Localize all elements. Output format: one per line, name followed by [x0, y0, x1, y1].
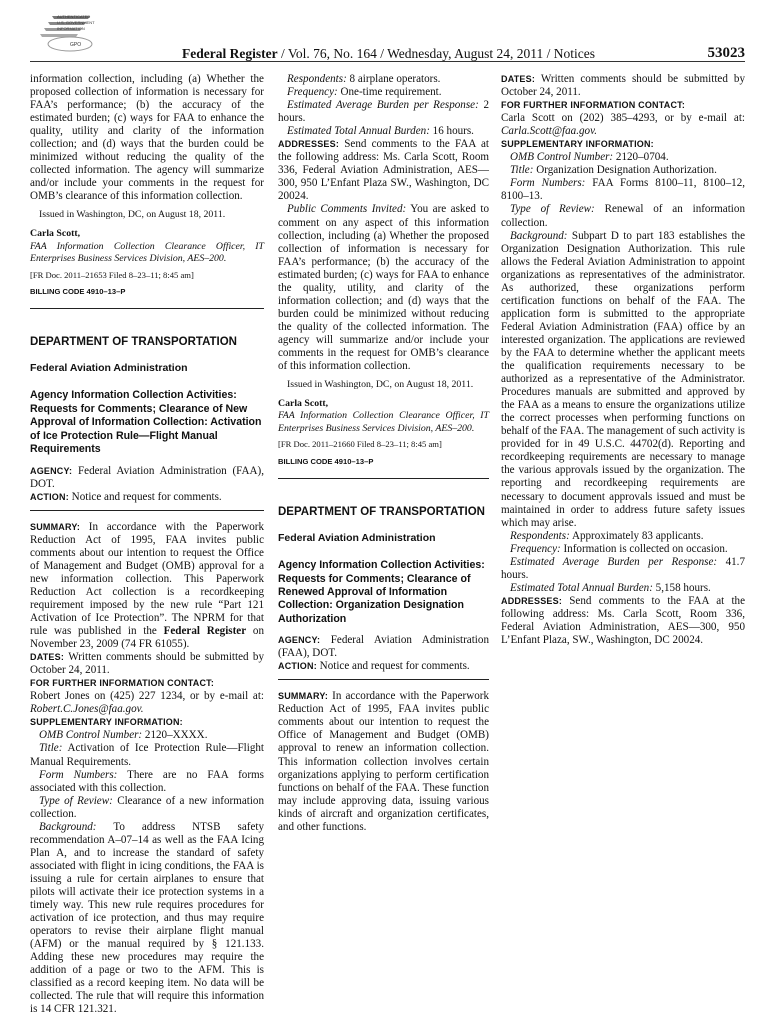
- notice-separator: [30, 308, 264, 309]
- forms-value: There are no FAA forms associated with this collection.: [30, 768, 264, 794]
- column-2: [278, 73, 489, 834]
- seal-text-3: INFORMATION: [57, 26, 85, 31]
- review-label: Type of Review:: [39, 794, 113, 807]
- notice2-contact: [30, 690, 264, 716]
- action-text: Notice and request for comments.: [316, 660, 470, 673]
- avg-burden-label: Estimated Average Burden per Response:: [510, 555, 718, 568]
- page-number: 53023: [707, 45, 745, 61]
- notice2-supp-label: SUPPLEMENTARY INFORMATION:: [30, 717, 183, 728]
- notice2-issued: Issued in Washington, DC, on August 18, 2011.: [287, 379, 474, 391]
- notice2-department: DEPARTMENT OF TRANSPORTATION: [30, 336, 237, 349]
- notice3-agency-name: Federal Aviation Administration: [278, 532, 436, 545]
- avg-burden-value: 41.7 hours.: [501, 555, 745, 581]
- page-header: [30, 10, 745, 60]
- summary-label: SUMMARY:: [278, 691, 329, 702]
- title-label: Title:: [39, 742, 63, 755]
- notice3-frequency: [501, 543, 745, 556]
- addresses-label: ADDRESSES:: [501, 595, 563, 606]
- omb-label: OMB Control Number:: [510, 151, 614, 164]
- frequency-value: One-time requirement.: [337, 86, 442, 99]
- respondents-label: Respondents:: [510, 529, 570, 542]
- dates-text: Written comments should be submitted by October 24, 2011.: [30, 651, 264, 677]
- addresses-label: ADDRESSES:: [278, 139, 340, 150]
- summary-text-2: on November 23, 2009 (74 FR 61055).: [30, 625, 264, 651]
- notice1-billing-code: BILLING CODE 4910–13–P: [30, 287, 126, 297]
- notice3-dates: [501, 73, 745, 99]
- notice2-total-burden: [278, 125, 489, 138]
- public-comments-label: Public Comments Invited:: [287, 203, 407, 216]
- notice2-signer-title: FAA Information Collection Clearance Officer, IT Enterprises Business Services Division, AES–200.: [278, 410, 489, 434]
- notice3-supp-label: SUPPLEMENTARY INFORMATION:: [501, 139, 654, 150]
- column-1: [30, 73, 264, 1016]
- gpo-authenticated-seal-icon: [30, 10, 96, 54]
- respondents-value: Approximately 83 applicants.: [569, 529, 704, 542]
- notice2-signer: Carla Scott,: [278, 397, 329, 409]
- background-text: Subpart D to part 183 establishes the Organization Designation Authorization. This rule allows the Federal Aviation Administration to appoint organizations as representatives of the administrator. As authorized, these organizations perform certification functions on behalf of the FAA. The application form is submitted to the appropriate Federal Aviation Administration (FAA) office by an interested organization. The applications are reviewed by the FAA to determine whether the applicant meets the qualification requirements necessary to be authorized as a representative of the Administrator. Procedures manuals are submitted and approved by the FAA as a means to ensure the organizations utilize the correct processes when performing functions on behalf of the FAA. The management of such activity is provided for in 49 U.S.C. 44702(d). Reporting and recordkeeping requirements are necessary to manage the various approvals issued by the organization. The reporting and recordkeeping requirements are necessary to document approvals issued and must be maintained in order to address future safety issues which may arise.: [501, 229, 745, 529]
- notice2-billing-code: BILLING CODE 4910–13–P: [278, 457, 374, 467]
- seal-text-4: GPO: [70, 42, 82, 48]
- public-comments-text: You are asked to comment on any aspect of this information collection, including (a) Whether the proposed collection of information is necessary for FAA’s performance; (b) the accuracy of the estimated burden; (c) ways for FAA to enhance the quality, utility, and clarity of the information collection; and (d) ways that the burden could be minimized without reducing the quality of the collected information. The agency will summarize and/or include your comments in the request for OMB’s clearance of this information collection.: [278, 203, 490, 373]
- summary-text: In accordance with the Paperwork Reduction Act of 1995, FAA invites public comments about our intention to request the Office of Management and Budget (OMB) approval to renew an information collection. This information collection involves certain organizations applying to perform certification functions on behalf of the FAA. These function may include approving data, issuing various kinds of aircraft and organization certificates, and other functions.: [278, 690, 489, 833]
- action-text: Notice and request for comments.: [68, 490, 222, 503]
- notice1-signer: Carla Scott,: [30, 228, 81, 240]
- action-label: ACTION:: [278, 661, 317, 672]
- title-value: Activation of Ice Protection Rule—Flight Manual Requirements.: [30, 742, 264, 768]
- notice3-forms: [501, 177, 745, 203]
- notice3-contact: [501, 112, 745, 138]
- notice2-title: Agency Information Collection Activities: Requests for Comments; Clearance of New Approval of Information Collection: Activation of Ice Protection Rule—Flight Manual Requirements: [30, 389, 262, 456]
- header-rule: [30, 61, 745, 62]
- notice3-total-burden: [501, 582, 745, 595]
- omb-value: 2120–XXXX.: [142, 729, 208, 742]
- review-value: Renewal of an information collection.: [501, 203, 745, 229]
- action-label: ACTION:: [30, 491, 69, 502]
- total-burden-value: 5,158 hours.: [652, 581, 711, 594]
- notice2-omb: [30, 729, 264, 742]
- notice3-agency: [278, 634, 489, 660]
- contact-email[interactable]: Carla.Scott@faa.gov.: [501, 125, 597, 138]
- notice-separator: [278, 478, 489, 479]
- background-text: To address NTSB safety recommendation A–07–14 as well as the FAA Icing Plan A, and to increase the standard of safety associated with flight in icing conditions, the FAA is issuing a rule for certain airplanes to ensure that pilots will activate their ice protection systems in a timely way. This new rule requires procedures for activation of ice protection, and thus may require operators to revise their airplane flight manual (AFM) or the manual required by § 121.133. Adding these new procedures may require the addition of a page or two to the AFM. This is classified as a record keeping item. No data will be collected. The rule that will require this information is 14 CFR 121.321.: [30, 820, 264, 1016]
- title-value: Organization Designation Authorization.: [533, 164, 717, 177]
- notice3-omb: [501, 151, 745, 164]
- total-burden-label: Estimated Total Annual Burden:: [287, 125, 430, 138]
- notice2-forms: [30, 769, 264, 795]
- summary-text-1: In accordance with the Paperwork Reduction Act of 1995, FAA invites public comments about our intention to request the Office of Management and Budget (OMB) approval for a new information collection. This Paperwork Reduction Act collection is a recordkeeping requirement imposed by the new rule “Part 121 Activation of Ice Protection”. The NPRM for that rule was published in the: [30, 520, 264, 638]
- section-rule: [278, 679, 489, 680]
- notice2-public-comments: [278, 203, 489, 373]
- notice2-contact-label: FOR FURTHER INFORMATION CONTACT:: [30, 678, 215, 689]
- notice3-title: Agency Information Collection Activities: Requests for Comments; Clearance of Renewed Approval of Information Collection: Organization Designation Authorization: [278, 559, 485, 625]
- notice1-body-end: information collection, including (a) Whether the proposed collection of information is necessary for FAA’s performance; (b) the accuracy of the estimated burden; (c) ways for FAA to enhance the quality, utility and clarity of the information collection; and (d) ways that the burden could be minimized without reducing the quality of the collected information. The agency will summarize and/or include your comments in the request for OMB’s clearance of this information collection.: [30, 73, 264, 203]
- publication-title: Federal Register: [182, 46, 278, 61]
- notice2-review: [30, 795, 264, 821]
- contact-text: Carla Scott on (202) 385–4293, or by e-mail at:: [501, 112, 745, 125]
- respondents-value: 8 airplane operators.: [346, 73, 441, 85]
- notice3-respondents: [501, 530, 745, 543]
- notice3-contact-label: FOR FURTHER INFORMATION CONTACT:: [501, 100, 686, 111]
- notice3-review: [501, 203, 745, 229]
- avg-burden-value: 2 hours.: [278, 99, 489, 125]
- notice2-agency: [30, 465, 264, 491]
- notice2-avg-burden: [278, 99, 489, 125]
- notice3-summary-start: [278, 690, 489, 834]
- notice2-addresses: [278, 138, 489, 203]
- agency-label: AGENCY:: [278, 635, 321, 646]
- omb-label: OMB Control Number:: [39, 729, 143, 742]
- review-label: Type of Review:: [510, 203, 595, 216]
- addresses-text: Send comments to the FAA at the following address: Ms. Carla Scott, Room 336, Federal Aviation Administration, AES—300, 950 L’Enfant Plaza, SW., Washington, DC 20024.: [501, 594, 745, 647]
- summary-label: SUMMARY:: [30, 521, 81, 532]
- dates-label: DATES:: [501, 74, 536, 84]
- notice3-addresses: [501, 595, 745, 647]
- forms-value: FAA Forms 8100–11, 8100–12, 8100–13.: [501, 177, 746, 203]
- title-label: Title:: [510, 164, 534, 177]
- notice3-avg-burden: [501, 556, 745, 582]
- forms-label: Form Numbers:: [510, 177, 586, 190]
- background-label: Background:: [39, 820, 97, 833]
- notice3-department: DEPARTMENT OF TRANSPORTATION: [278, 506, 485, 519]
- frequency-value: Information is collected on occasion.: [560, 542, 728, 555]
- agency-label: AGENCY:: [30, 465, 73, 476]
- dates-label: DATES:: [30, 652, 65, 663]
- notice1-fr-doc: [FR Doc. 2011–21653 Filed 8–23–11; 8:45 am]: [30, 269, 194, 280]
- total-burden-value: 16 hours.: [429, 125, 474, 138]
- notice3-action: [278, 660, 489, 673]
- seal-text-2: U.S. GOVERNMENT: [57, 20, 95, 25]
- forms-label: Form Numbers:: [39, 768, 118, 781]
- summary-fr-title: Federal Register: [163, 625, 247, 638]
- column-3: [501, 73, 745, 647]
- frequency-label: Frequency:: [287, 86, 338, 99]
- running-header: [182, 46, 595, 62]
- notice2-frequency: [278, 86, 489, 99]
- notice2-fr-doc: [FR Doc. 2011–21660 Filed 8–23–11; 8:45 am]: [278, 439, 442, 450]
- notice3-background: [501, 230, 745, 530]
- notice1-signer-title: FAA Information Collection Clearance Officer, IT Enterprises Business Services Division, AES–200.: [30, 240, 264, 265]
- agency-text: Federal Aviation Administration (FAA), DOT.: [278, 634, 489, 660]
- notice2-action: [30, 491, 264, 504]
- dates-text: Written comments should be submitted by October 24, 2011.: [501, 73, 745, 99]
- notice3-info-title: [501, 164, 745, 177]
- notice1-issued: Issued in Washington, DC, on August 18, 2011.: [39, 209, 226, 221]
- agency-text: Federal Aviation Administration (FAA), DOT.: [30, 464, 264, 490]
- contact-email[interactable]: Robert.C.Jones@faa.gov.: [30, 703, 144, 716]
- notice2-summary: [30, 521, 264, 651]
- section-rule: [30, 510, 264, 511]
- omb-value: 2120–0704.: [613, 151, 669, 164]
- addresses-text: Send comments to the FAA at the following address: Ms. Carla Scott, Room 336, Federal Aviation Administration, AES—300, 950 L’Enfant Plaza SW., Washington, DC 20024.: [278, 138, 489, 203]
- notice2-info-title: [30, 742, 264, 768]
- respondents-label: Respondents:: [287, 73, 347, 85]
- notice2-dates: [30, 651, 264, 677]
- frequency-label: Frequency:: [510, 542, 561, 555]
- notice2-background: [30, 821, 264, 1017]
- contact-text: Robert Jones on (425) 227 1234, or by e-mail at:: [30, 690, 264, 703]
- avg-burden-label: Estimated Average Burden per Response:: [287, 99, 479, 112]
- review-value: Clearance of a new information collection.: [30, 794, 264, 820]
- notice2-respondents: [278, 73, 489, 86]
- total-burden-label: Estimated Total Annual Burden:: [510, 581, 653, 594]
- notice2-agency-name: Federal Aviation Administration: [30, 362, 188, 375]
- seal-text-1: AUTHENTICATED: [57, 14, 91, 19]
- issue-line: / Vol. 76, No. 164 / Wednesday, August 24, 2011 / Notices: [277, 46, 596, 61]
- background-label: Background:: [510, 229, 568, 242]
